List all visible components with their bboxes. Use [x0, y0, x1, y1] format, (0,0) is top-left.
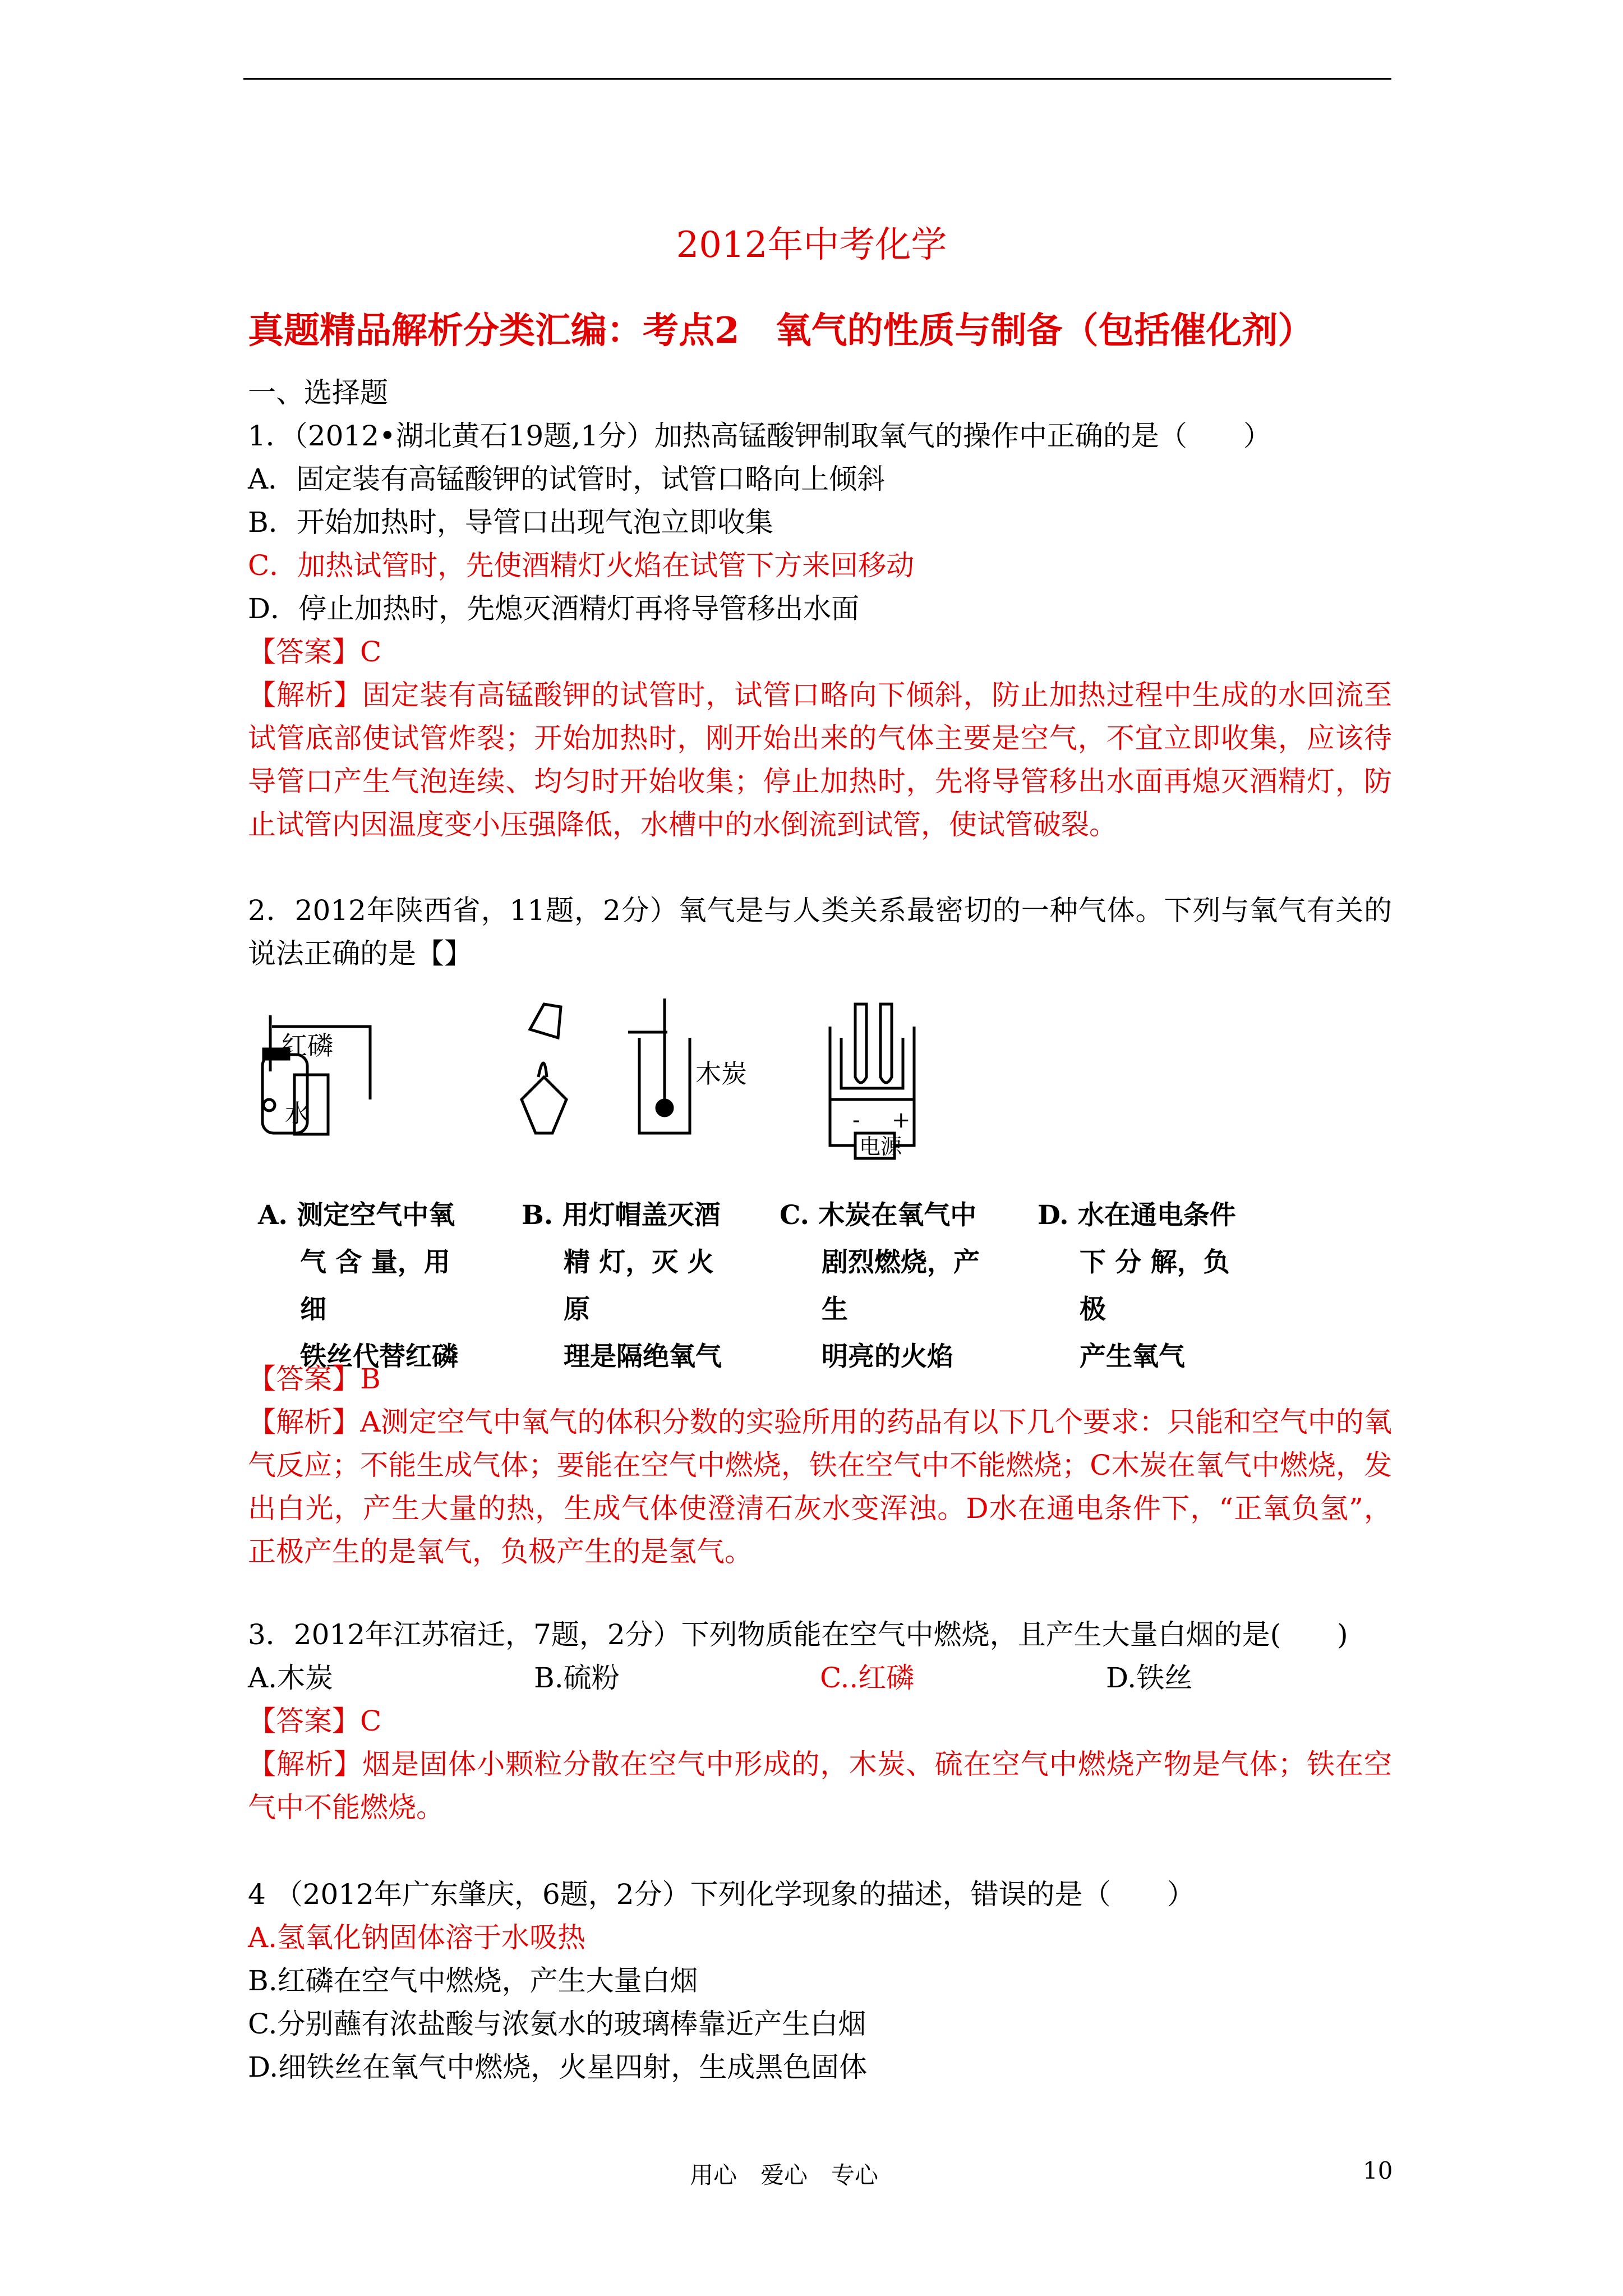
q3-stem: 3．2012年江苏宿迁，7题，2分）下列物质能在空气中燃烧，且产生大量白烟的是( ) [248, 1618, 1348, 1651]
q1-option-c: C．加热试管时，先使酒精灯火焰在试管下方来回移动 [248, 549, 915, 582]
q4-option-c: C.分别蘸有浓盐酸与浓氨水的玻璃棒靠近产生白烟 [248, 2008, 866, 2040]
q3-option-a: A.木炭 [248, 1662, 334, 1694]
q3-options [248, 1657, 1392, 1700]
q4-option-b: B.红磷在空气中燃烧，产生大量白烟 [248, 1964, 698, 1997]
q4-option-a: A.氢氧化钠固体溶于水吸热 [248, 1921, 586, 1954]
q2-stem: 2．2012年陕西省，11题，2分）氧气是与人类关系最密切的一种气体。下列与氧气有关的说法正确的是【】 [248, 894, 1392, 970]
doc-title: 2012年中考化学 [676, 224, 947, 266]
experiment-diagrams [247, 993, 1312, 1172]
header-rule [243, 78, 1391, 80]
label-power: 电源 [859, 1134, 902, 1159]
q1-stem: 1．（2012•湖北黄石19题,1分）加热高锰酸钾制取氧气的操作中正确的是（ ） [248, 420, 1271, 452]
q3-option-b: B.硫粉 [534, 1662, 620, 1694]
caption-c: C. 木炭在氧气中 剧烈燃烧，产生 明亮的火焰 [780, 1200, 980, 1372]
q4-option-d: D.细铁丝在氧气中燃烧，火星四射，生成黑色固体 [248, 2051, 868, 2083]
section-heading: 一、选择题 [248, 376, 388, 409]
footer-motto: 用心 爱心 专心 [690, 2161, 879, 2189]
q1-analysis: 【解析】固定装有高锰酸钾的试管时，试管口略向下倾斜，防止加热过程中生成的水回流至试管底部使试管炸裂；开始加热时，刚开始出来的气体主要是空气，不宜立即收集，应该待导管口产生气泡连续、均匀时开始收集；停止加热时，先将导管移出水面再熄灭酒精灯，防止试管内因温度变小压强降低，水槽中的水倒流到试管，使试管破裂。 [248, 679, 1392, 841]
q1-option-a: A．固定装有高锰酸钾的试管时，试管口略向上倾斜 [248, 463, 886, 495]
page-number: 10 [1363, 2157, 1393, 2184]
question-3 [248, 1613, 1392, 1829]
q1-option-d: D．停止加热时，先熄灭酒精灯再将导管移出水面 [248, 592, 860, 625]
question-1 [248, 371, 1392, 846]
q3-analysis: 【解析】烟是固体小颗粒分散在空气中形成的，木炭、硫在空气中燃烧产物是气体；铁在空气中不能燃烧。 [248, 1748, 1392, 1824]
label-phosphorus: 红磷 [282, 1030, 333, 1061]
q2-figure [247, 993, 1312, 1372]
q2-answer-block [248, 1358, 1392, 1573]
label-charcoal: 木炭 [695, 1059, 747, 1089]
doc-subtitle: 真题精品解析分类汇编：考点2 氧气的性质与制备（包括催化剂） [248, 310, 1314, 352]
q2-answer: 【答案】B [248, 1363, 381, 1395]
question-4 [248, 1873, 1392, 2089]
caption-d: D. 水在通电条件 下 分 解，负 极 产生氧气 [1038, 1200, 1236, 1372]
q2-analysis: 【解析】A测定空气中氧气的体积分数的实验所用的药品有以下几个要求：只能和空气中的氧气反应；不能生成气体；要能在空气中燃烧，铁在空气中不能燃烧；C木炭在氧气中燃烧，发出白光，产生大量的热，生成气体使澄清石灰水变浑浊。D水在通电条件下，“正氧负氢”，正极产生的是氧气，负极产生的是氢气。 [248, 1406, 1392, 1568]
label-water: 水 [285, 1099, 310, 1128]
q4-stem: 4 （2012年广东肇庆，6题，2分）下列化学现象的描述，错误的是（ ） [248, 1878, 1195, 1911]
caption-b: B. 用灯帽盖灭酒 精 灯，灭 火 原 理是隔绝氧气 [522, 1200, 722, 1372]
caption-a: A. 测定空气中氧 气 含 量，用 细 铁丝代替红磷 [258, 1200, 458, 1372]
q1-option-b: B．开始加热时，导管口出现气泡立即收集 [248, 506, 773, 539]
q3-option-c: C..红磷 [820, 1662, 915, 1694]
q3-option-d: D.铁丝 [1106, 1662, 1193, 1694]
q3-answer: 【答案】C [248, 1705, 382, 1737]
label-plus: + [892, 1107, 911, 1133]
label-minus: - [852, 1107, 860, 1133]
q1-answer: 【答案】C [248, 636, 382, 668]
